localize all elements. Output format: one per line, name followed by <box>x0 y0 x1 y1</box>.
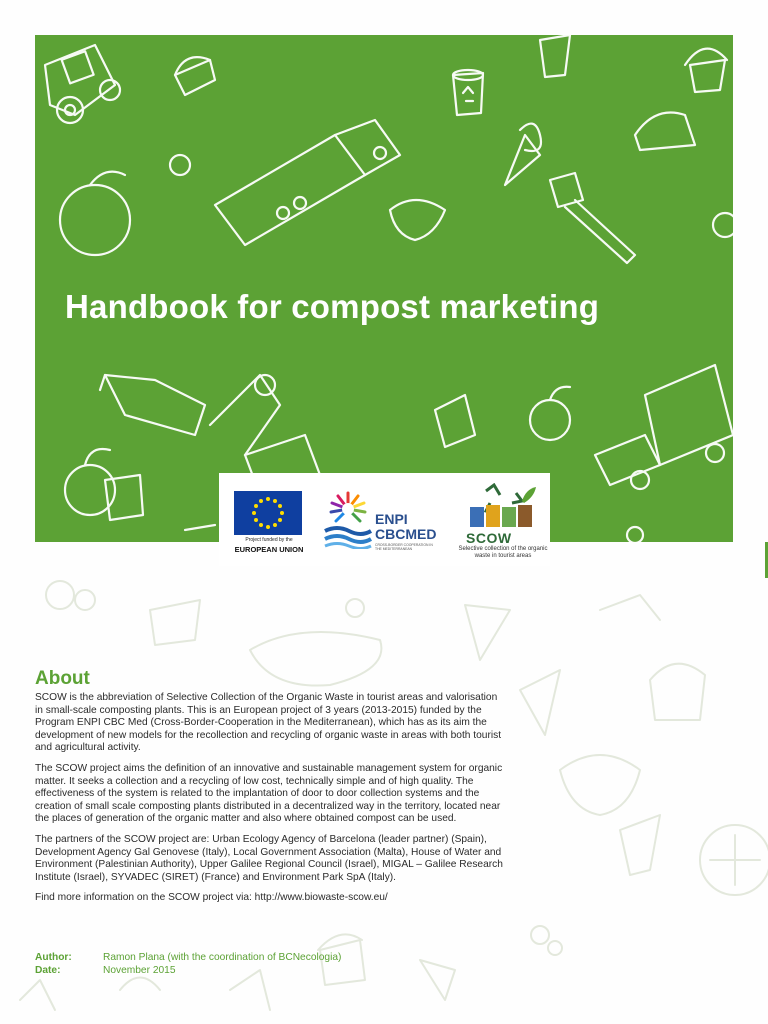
eu-union-text: EUROPEAN UNION <box>234 545 304 554</box>
about-paragraph: The SCOW project aims the definition of an innovative and sustainable management system for organic matter. It seeks a collection and a recycling of low cost, technically simple and of high quality. The effectiveness of the system is related to the implantation of door to door collection systems and the creation of small scale composting plants distributed in a decentralized way in the territory, located near the places of generation of the organic matter and also where obtained compost can be used. <box>35 762 503 825</box>
author-label: Author: <box>35 952 72 963</box>
eu-logo <box>234 491 304 555</box>
cover-title: Handbook for compost marketing <box>65 288 600 325</box>
about-paragraph: SCOW is the abbreviation of Selective Collection of the Organic Waste in tourist areas and valorisation in small-scale composting plants. This is an European project of 3 years (2013-2015) funded by the Program ENPI CBC Med (Cross-Border-Cooperation in the Mediterranean), which has as its aim the development of new models for the recollection and recycling of organic waste in areas with both tourist and agricultural activity. <box>35 692 502 754</box>
enpi-subtitle: CROSS-BORDER COOPERATION IN THE MEDITERRANEAN <box>375 543 433 551</box>
partner-logos-strip <box>219 473 550 566</box>
about-paragraph: The partners of the SCOW project are: Urban Ecology Agency of Barcelona (leader partner) (Spain), Development Agency Gal Genovese (Italy), Local Government Association (Malta), House of Water and Environment (Palestinian Authority), Upper Galilee Regional Council (Israel), MIGAL – Galilee Research Institute (Israel), SYVADEC (SIRET) (France) and Environment Park SpA (Italy). <box>35 833 503 883</box>
eu-funded-text: Project funded by the <box>245 537 293 543</box>
about-section <box>35 668 505 913</box>
eu-flag-icon <box>234 491 302 535</box>
scow-wordmark: SCOW <box>466 530 512 546</box>
scow-tagline: Selective collection of the organic waste in tourist areas <box>458 546 548 559</box>
about-paragraph: Find more information on the SCOW project via: http://www.biowaste-scow.eu/ <box>35 892 388 904</box>
scow-bins-icon <box>464 483 544 531</box>
enpi-title-line1: ENPI <box>375 511 408 527</box>
date-value: November 2015 <box>103 965 176 976</box>
date-label: Date: <box>35 965 61 976</box>
scow-logo <box>458 483 548 565</box>
author-value: Ramon Plana (with the coordination of BCNecologia) <box>103 952 342 963</box>
enpi-title-line2: CBCMED <box>375 526 437 542</box>
enpi-sun-icon <box>323 487 373 549</box>
cover-panel <box>35 35 733 542</box>
enpi-cbcmed-logo <box>323 487 437 557</box>
about-heading: About <box>35 668 90 689</box>
